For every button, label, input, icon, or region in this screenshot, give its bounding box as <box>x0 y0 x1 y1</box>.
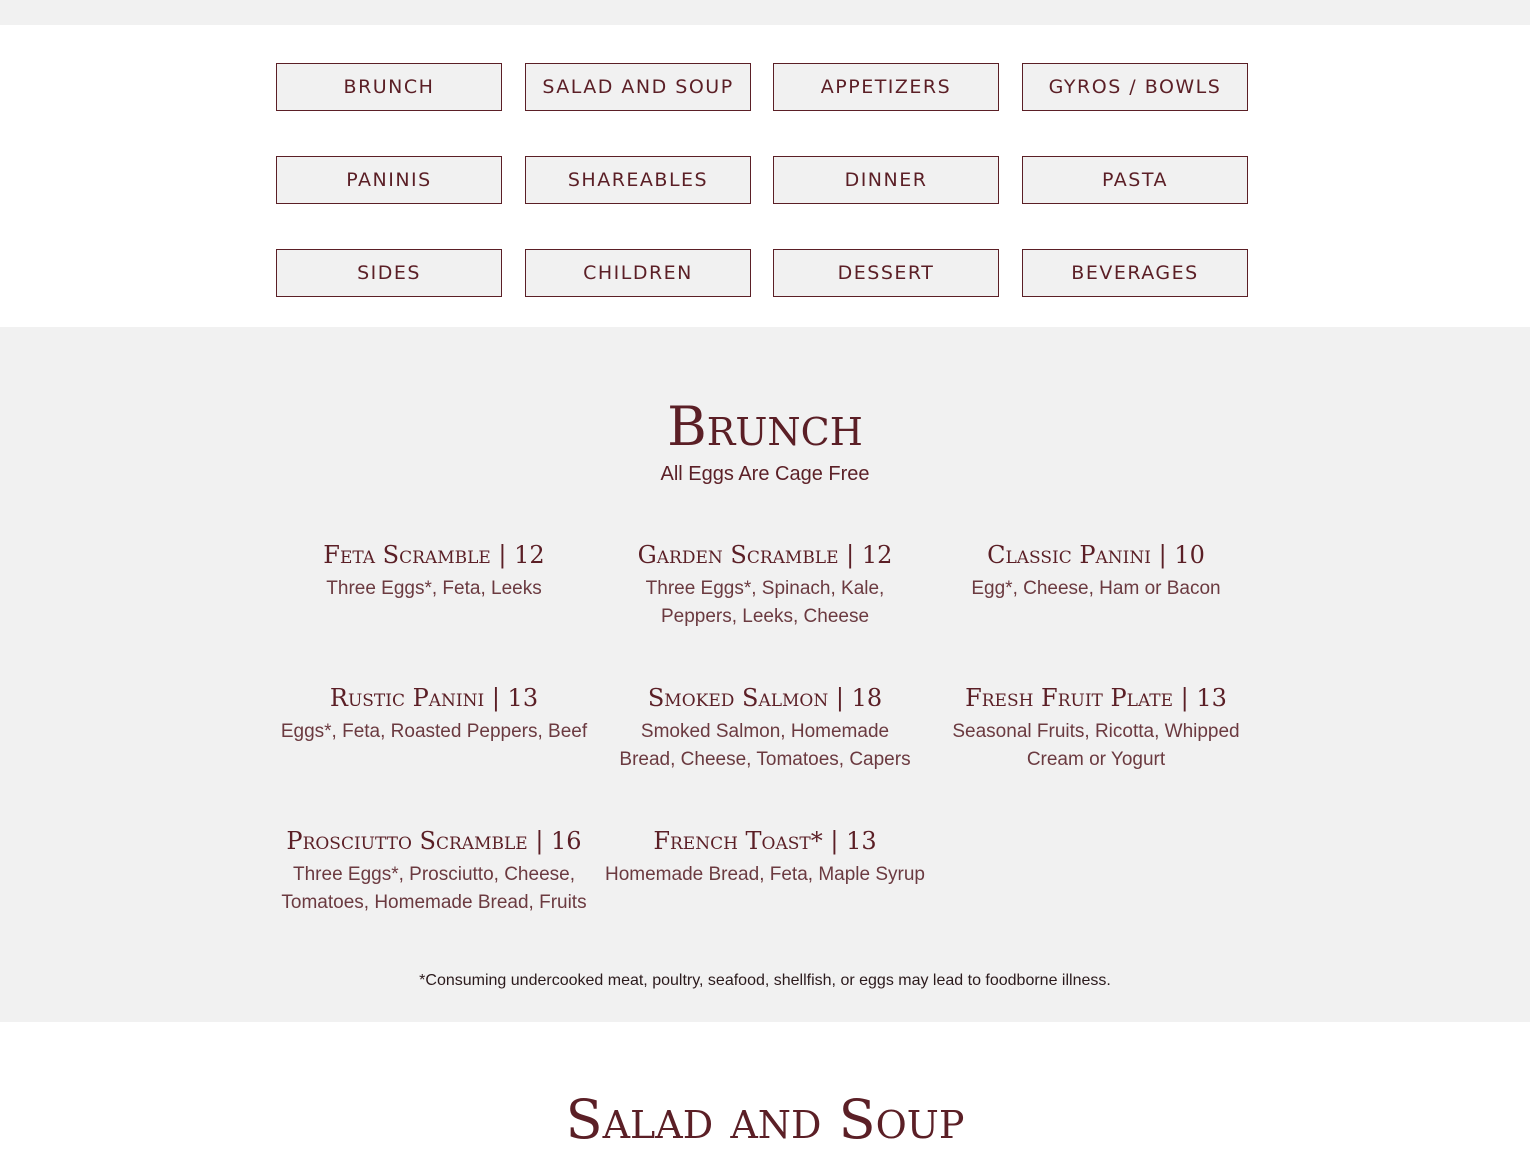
brunch-section <box>0 327 1530 1022</box>
menu-item <box>931 540 1261 603</box>
nav-children-button[interactable]: CHILDREN <box>525 249 751 297</box>
salad-soup-section <box>0 1022 1530 1150</box>
category-nav <box>0 25 1530 327</box>
salad-soup-title: Salad and Soup <box>565 1088 965 1150</box>
menu-item-description: Seasonal Fruits, Ricotta, Whipped Cream or Yogurt <box>952 721 1240 770</box>
menu-item <box>600 826 930 889</box>
nav-gyros-bowls-button[interactable]: GYROS / BOWLS <box>1022 63 1248 111</box>
menu-item-description: Three Eggs*, Prosciutto, Cheese, Tomatoes, Homemade Bread, Fruits <box>281 864 587 913</box>
nav-salad-soup-button[interactable]: SALAD AND SOUP <box>525 63 751 111</box>
foodborne-disclaimer: *Consuming undercooked meat, poultry, seafood, shellfish, or eggs may lead to foodborne illness. <box>419 972 1111 989</box>
menu-item-name: Prosciutto Scramble | 16 <box>286 827 582 855</box>
menu-item-name: French Toast* | 13 <box>653 827 877 855</box>
nav-dinner-button[interactable]: DINNER <box>773 156 999 204</box>
menu-item-description: Smoked Salmon, Homemade Bread, Cheese, Tomatoes, Capers <box>619 721 911 770</box>
menu-item-description: Egg*, Cheese, Ham or Bacon <box>971 578 1221 599</box>
menu-item-name: Classic Panini | 10 <box>987 541 1205 569</box>
menu-item <box>269 826 599 917</box>
menu-item <box>269 683 599 746</box>
menu-item-name: Smoked Salmon | 18 <box>647 684 883 712</box>
menu-item-name: Feta Scramble | 12 <box>323 541 545 569</box>
nav-beverages-button[interactable]: BEVERAGES <box>1022 249 1248 297</box>
nav-paninis-button[interactable]: PANINIS <box>276 156 502 204</box>
menu-item-name: Fresh Fruit Plate | 13 <box>965 684 1227 712</box>
nav-appetizers-button[interactable]: APPETIZERS <box>773 63 999 111</box>
menu-item <box>931 683 1261 774</box>
menu-item-description: Eggs*, Feta, Roasted Peppers, Beef <box>280 721 588 742</box>
menu-item-description: Homemade Bread, Feta, Maple Syrup <box>605 864 925 885</box>
nav-shareables-button[interactable]: SHAREABLES <box>525 156 751 204</box>
nav-dessert-button[interactable]: DESSERT <box>773 249 999 297</box>
nav-sides-button[interactable]: SIDES <box>276 249 502 297</box>
menu-item-name: Garden Scramble | 12 <box>637 541 893 569</box>
menu-item <box>600 540 930 631</box>
nav-brunch-button[interactable]: BRUNCH <box>276 63 502 111</box>
top-strip <box>0 0 1530 25</box>
menu-item <box>600 683 930 774</box>
menu-item-description: Three Eggs*, Feta, Leeks <box>326 578 542 599</box>
brunch-title: Brunch <box>667 395 863 458</box>
menu-item-description: Three Eggs*, Spinach, Kale, Peppers, Leeks, Cheese <box>645 578 885 627</box>
nav-pasta-button[interactable]: PASTA <box>1022 156 1248 204</box>
brunch-subtitle: All Eggs Are Cage Free <box>660 463 870 485</box>
menu-item-name: Rustic Panini | 13 <box>329 684 539 712</box>
menu-item <box>269 540 599 603</box>
